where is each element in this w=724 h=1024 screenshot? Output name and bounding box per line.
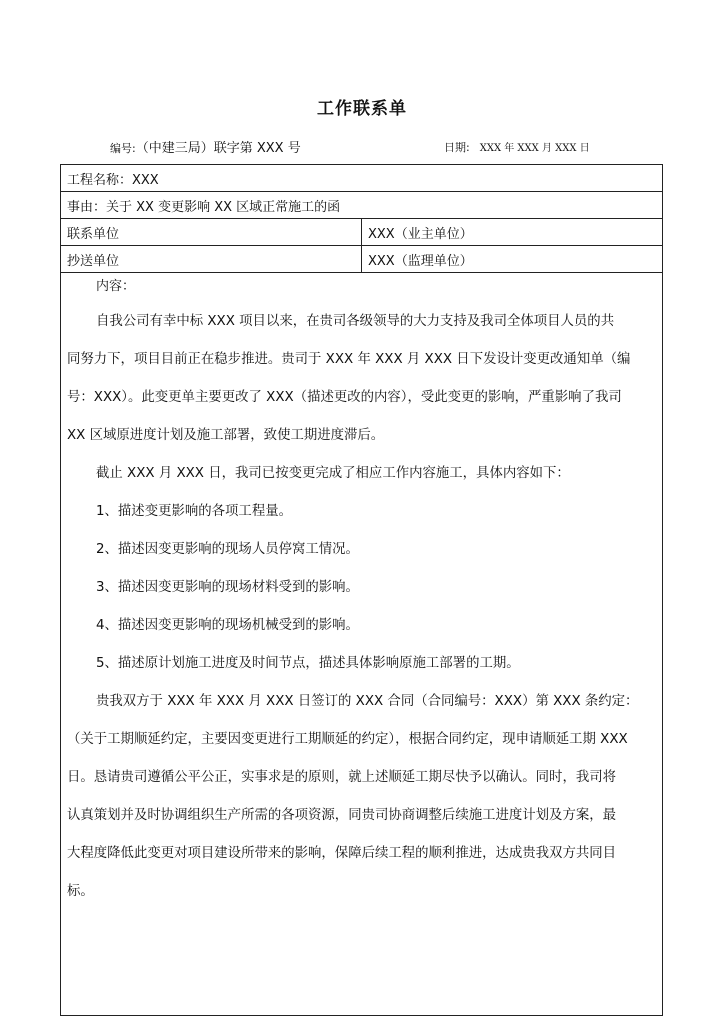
date-label: 日期: [444,141,470,154]
content-line: 日。恳请贵司遵循公平公正，实事求是的原则，就上述顺延工期尽快予以确认。同时，我司将 [67,770,617,785]
date-value: XXX 年 XXX 月 XXX 日 [479,143,590,154]
content-line: 标。 [67,884,94,899]
content-heading: 内容： [96,279,136,294]
content-line: 同努力下，项目目前正在稳步推进。贵司于 XXX 年 XXX 月 XXX 日下发设计变更改通知单（编 [67,352,631,367]
content-line: 号：XXX）。此变更单主要更改了 XXX（描述更改的内容），受此变更的影响，严重影响了我司 [67,390,622,405]
content-line: 截止 XXX 月 XXX 日，我司已按变更完成了相应工作内容施工，具体内容如下： [96,466,570,481]
cc-unit-label: 抄送单位 [61,246,362,273]
table-row [61,165,663,192]
content-line: （关于工期顺延约定，主要因变更进行工期顺延的约定），根据合同约定，现申请顺延工期 XXX [67,732,628,747]
document-title: 工作联系单 [317,99,407,119]
content-body [61,273,662,1015]
cc-unit-value: XXX（监理单位） [362,246,663,273]
table-row [61,219,663,246]
content-line: 自我公司有幸中标 XXX 项目以来，在贵司各级领导的大力支持及我司全体项目人员的共 [96,314,615,329]
contact-unit-label: 联系单位 [61,219,362,246]
table-row [61,273,663,1016]
content-line: 贵我双方于 XXX 年 XXX 月 XXX 日签订的 XXX 合同（合同编号：XXX）第 XXX 条约定： [96,694,639,709]
document-number [110,137,301,156]
content-cell [61,273,663,1016]
content-line: XX 区域原进度计划及施工部署，致使工期进度滞后。 [67,428,385,443]
project-name: 工程名称：XXX [61,165,663,192]
contact-form-table [60,164,663,1016]
contact-unit-value: XXX（业主单位） [362,219,663,246]
subject: 事由：关于 XX 变更影响 XX 区域正常施工的函 [61,192,663,219]
table-row [61,246,663,273]
number-label: 编号: [110,142,136,155]
content-line: 5、描述原计划施工进度及时间节点，描述具体影响原施工部署的工期。 [96,656,520,671]
table-row [61,192,663,219]
content-line: 4、描述因变更影响的现场机械受到的影响。 [96,618,359,633]
number-value: （中建三局）联字第 XXX 号 [135,141,301,156]
content-line: 认真策划并及时协调组织生产所需的各项资源，同贵司协商调整后续施工进度计划及方案，最 [67,808,617,823]
content-line: 1、描述变更影响的各项工程量。 [96,504,292,519]
content-line: 3、描述因变更影响的现场材料受到的影响。 [96,580,359,595]
content-line: 大程度降低此变更对项目建设所带来的影响，保障后续工程的顺利推进，达成贵我双方共同目 [67,846,617,861]
content-line: 2、描述因变更影响的现场人员停窝工情况。 [96,542,359,557]
document-date [444,139,590,155]
